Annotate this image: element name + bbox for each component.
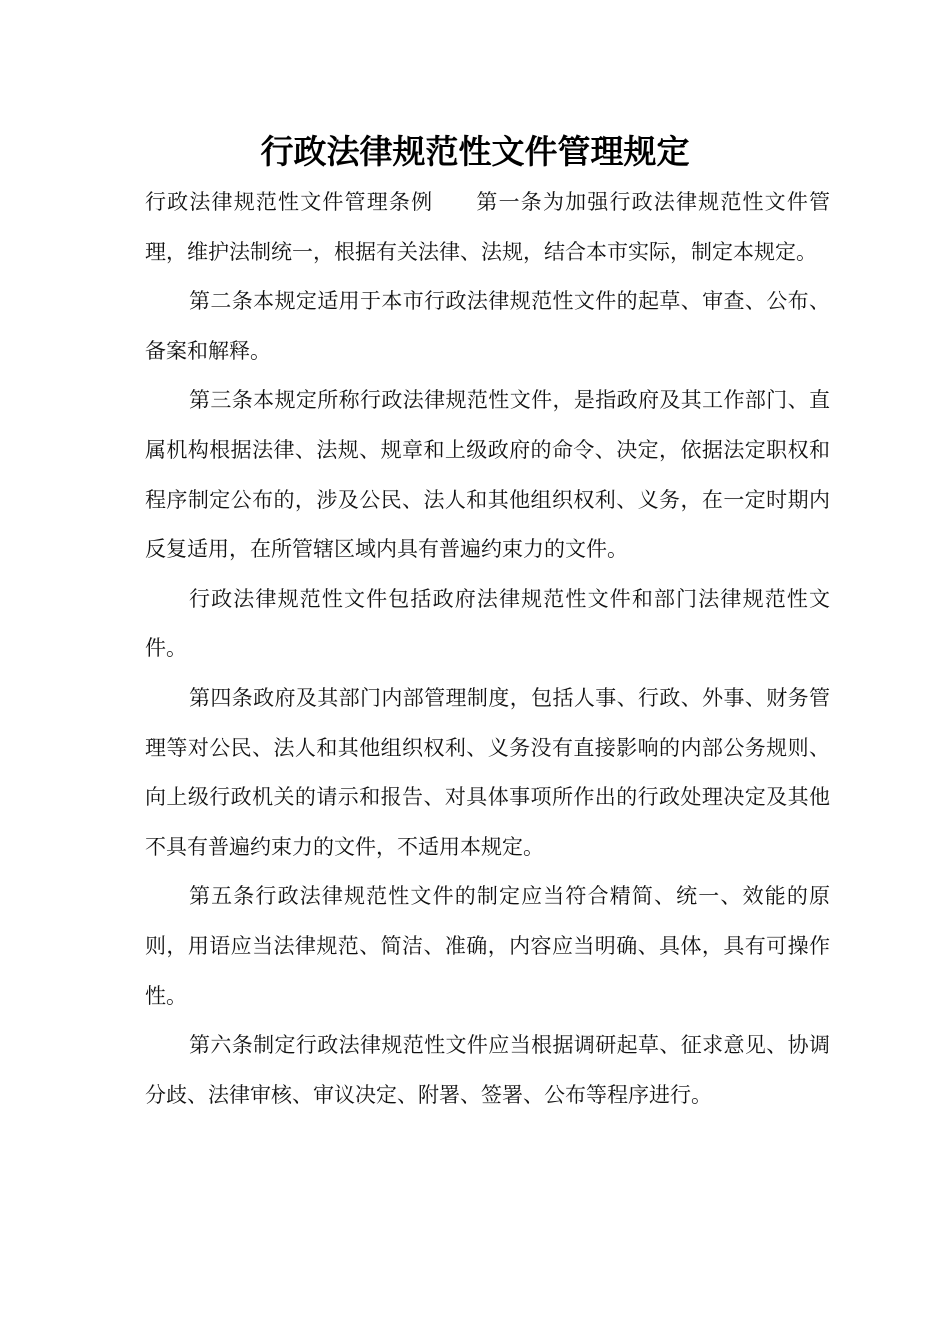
article-3-supplement: 行政法律规范性文件包括政府法律规范性文件和部门法律规范性文件。 xyxy=(145,586,830,661)
paragraph-intro xyxy=(145,178,830,277)
article-3: 第三条本规定所称行政法律规范性文件，是指政府及其工作部门、直属机构根据法律、法规、规章和上级政府的命令、决定，依据法定职权和程序制定公布的，涉及公民、法人和其他组织权利、义务，在一定时期内反复适用，在所管辖区域内具有普遍约束力的文件。 xyxy=(145,388,830,562)
article-2: 第二条本规定适用于本市行政法律规范性文件的起草、审查、公布、备案和解释。 xyxy=(145,289,830,363)
article-1: 第一条为加强行政法律规范性文件管理，维护法制统一，根据有关法律、法规，结合本市实际，制定本规定。 xyxy=(145,190,831,264)
document-body xyxy=(145,178,830,1120)
intro-label: 行政法律规范性文件管理条例 xyxy=(145,190,434,214)
document-title: 行政法律规范性文件管理规定 xyxy=(260,132,690,171)
article-5: 第五条行政法律规范性文件的制定应当符合精简、统一、效能的原则，用语应当法律规范、简洁、准确，内容应当明确、具体，具有可操作性。 xyxy=(145,884,830,1008)
article-4: 第四条政府及其部门内部管理制度，包括人事、行政、外事、财务管理等对公民、法人和其他组织权利、义务没有直接影响的内部公务规则、向上级行政机关的请示和报告、对具体事项所作出的行政处理决定及其他不具有普遍约束力的文件，不适用本规定。 xyxy=(145,685,830,859)
article-6: 第六条制定行政法律规范性文件应当根据调研起草、征求意见、协调分歧、法律审核、审议决定、附署、签署、公布等程序进行。 xyxy=(145,1033,830,1107)
